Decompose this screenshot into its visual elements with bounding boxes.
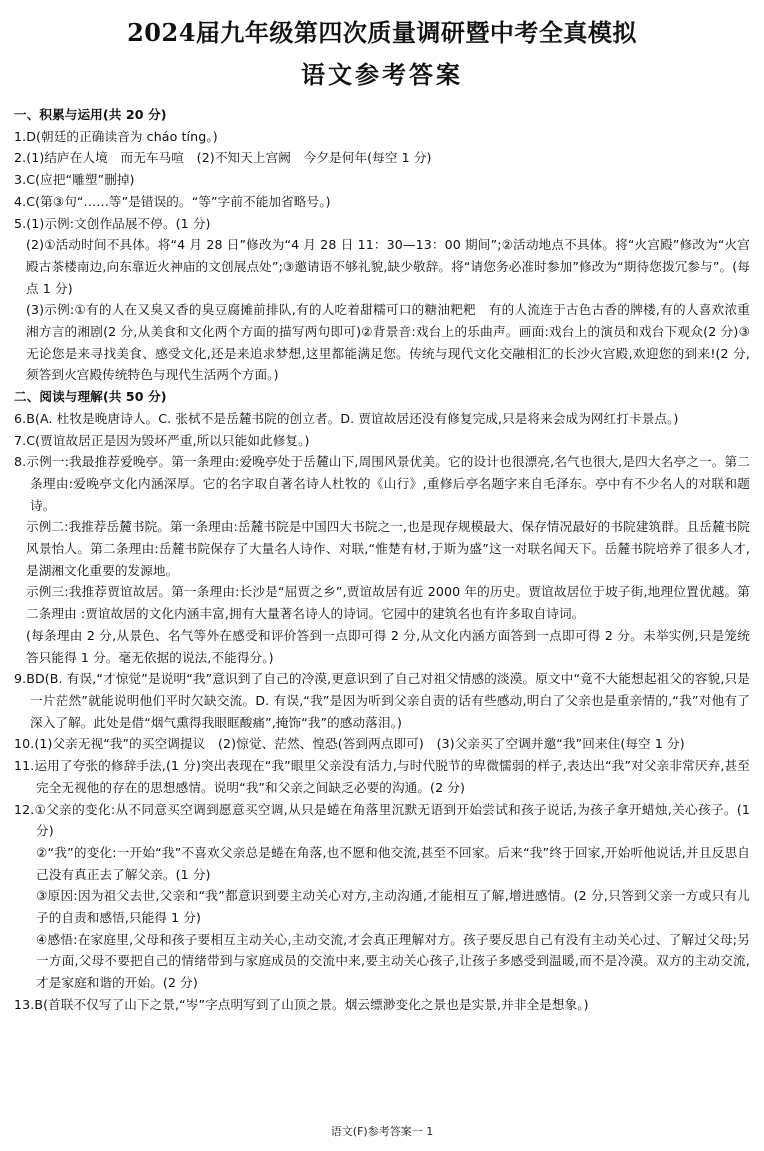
answer-q12-part3: ③原因:因为祖父去世,父亲和“我”都意识到要主动关心对方,主动沟通,才能相互了解,增进感情。(2 分,只答到父亲一方或只有儿子的自责和感悟,只能得 1 分) <box>36 888 750 926</box>
answer-q9: 9.BD(B. 有误,“才惊觉”是说明“我”意识到了自己的冷漠,更意识到了自己对祖父情感的淡漠。原文中“竟不大能想起祖父的容貌,只是一片茫然”就能说明他们平时欠缺交流。D. 有误,“我”是因为听到父亲自责的话有些感动,明白了父亲也是重亲情的,“我”对他有了深入了解。此处是借“烟气熏得我眼眶酸痛”,掩饰“我”的感动落泪。) <box>14 671 750 730</box>
answer-q5-part2: (2)①活动时间不具体。将“4 月 28 日”修改为“4 月 28 日 11：30—13：00 期间”;②活动地点不具体。将“火宫殿”修改为“火宫殿古茶楼南边,向东靠近火神庙的文创展点处”;③邀请语不够礼貌,缺少敬辞。将“请您务必准时参加”修改为“期待您拨冗参与”。(每点 1 分) <box>26 237 750 296</box>
answer-q8-example3: 示例三:我推荐贾谊故居。第一条理由:长沙是“屈贾之乡”,贾谊故居有近 2000 年的历史。贾谊故居位于坡子街,地理位置优越。第二条理由 :贾谊故居的文化内涵丰富,拥有大量著名诗人的诗词。它园中的建筑名也有许多取自诗词。 <box>26 584 750 622</box>
answer-q7: 7.C(贾谊故居正是因为毁坏严重,所以只能如此修复。) <box>14 432 310 448</box>
answer-q12-part2: ②“我”的变化:一开始“我”不喜欢父亲总是蜷在角落,也不愿和他交流,甚至不回家。后来“我”终于回家,开始听他说话,并且反思自己没有真正去了解父亲。(1 分) <box>36 844 750 882</box>
section-heading-2: 二、阅读与理解(共 50 分) <box>14 389 167 405</box>
answer-q10: 10.(1)父亲无视“我”的买空调提议 (2)惊觉、茫然、惶恐(答到两点即可) (3)父亲买了空调并邀“我”回来住(每空 1 分) <box>14 736 685 752</box>
answer-content <box>14 104 750 1016</box>
answer-q3: 3.C(应把“雕塑”删掉) <box>14 172 135 188</box>
answer-q8-scoring: (每条理由 2 分,从景色、名气等外在感受和评价答到一点即可得 2 分,从文化内涵方面答到一点即可得 2 分。未举实例,只是笼统答只能得 1 分。毫无依据的说法,不能得分。) <box>26 627 750 665</box>
answer-q5-part1: 5.(1)示例:文创作品展不停。(1 分) <box>14 215 211 231</box>
answer-q1: 1.D(朝廷的正确读音为 cháo tíng。) <box>14 128 218 144</box>
answer-key-title: 语文参考答案 <box>301 60 463 89</box>
page-footer: 语文(F)参考答案一 1 <box>330 1125 434 1138</box>
exam-title: 2024届九年级第四次质量调研暨中考全真模拟 <box>127 18 637 47</box>
answer-q8-example2: 示例二:我推荐岳麓书院。第一条理由:岳麓书院是中国四大书院之一,也是现存规模最大、保存情况最好的书院建筑群。且岳麓书院风景怡人。第二条理由:岳麓书院保存了大量名人诗作、对联,“惟楚有材,于斯为盛”这一对联名闻天下。岳麓书院培养了很多人才,是湖湘文化重要的发源地。 <box>26 519 750 578</box>
answer-q4: 4.C(第③句“……等”是错误的。“等”字前不能加省略号。) <box>14 193 331 209</box>
answer-q11: 11.运用了夸张的修辞手法,(1 分)突出表现在“我”眼里父亲没有活力,与时代脱节的卑微懦弱的样子,表达出“我”对父亲非常厌弃,甚至完全无视他的存在的思想感情。说明“我”和父亲之间缺乏必要的沟通。(2 分) <box>14 758 750 795</box>
answer-q8-example1: 8.示例一:我最推荐爱晚亭。第一条理由:爱晚亭处于岳麓山下,周围风景优美。它的设计也很漂亮,名气也很大,是四大名亭之一。第二条理由:爱晚亭文化内涵深厚。它的名字取自著名诗人杜牧的《山行》,重修后亭名题字来自毛泽东。亭中有不少名人的对联和题诗。 <box>14 454 750 513</box>
answer-q5-part3: (3)示例:①有的人在又臭又香的臭豆腐摊前排队,有的人吃着甜糯可口的糖油粑粑 有的人流连于古色古香的牌楼,有的人喜欢浓重湘方言的湘剧(2 分,从美食和文化两个方面的描写两句即可)②背景音:戏台上的乐曲声。画面:戏台上的演员和戏台下观众(2 分)③无论您是来寻找美食、感受文化,还是来追求梦想,这里都能满足您。传统与现代文化交融相汇的长沙火宫殿,欢迎您的到来!(2 分,须答到火宫殿传统特色与现代生活两个方面。) <box>26 302 750 383</box>
answer-q6: 6.B(A. 杜牧是晚唐诗人。C. 张栻不是岳麓书院的创立者。D. 贾谊故居还没有修复完成,只是将来会成为网红打卡景点。) <box>14 410 679 426</box>
answer-q13: 13.B(首联不仅写了山下之景,“岑”字点明写到了山顶之景。烟云缥渺变化之景也是实景,并非全是想象。) <box>14 996 589 1012</box>
answer-q2: 2.(1)结庐在人境 而无车马喧 (2)不知天上宫阙 今夕是何年(每空 1 分) <box>14 150 432 166</box>
answer-q12-part4: ④感悟:在家庭里,父母和孩子要相互主动关心,主动交流,才会真正理解对方。孩子要反思自己有没有主动关心过、了解过父母;另一方面,父母不要把自己的情绪带到与家庭成员的交流中来,要主动关心孩子,让孩子多感受到温暖,而不是冷漠。双方的主动交流,才是家庭和谐的开始。(2 分) <box>36 931 750 991</box>
answer-q12-part1: 12.①父亲的变化:从不同意买空调到愿意买空调,从只是蜷在角落里沉默无语到开始尝试和孩子说话,为孩子拿开蜡烛,关心孩子。(1 分) <box>14 801 750 839</box>
section-heading-1: 一、积累与运用(共 20 分) <box>14 107 167 122</box>
